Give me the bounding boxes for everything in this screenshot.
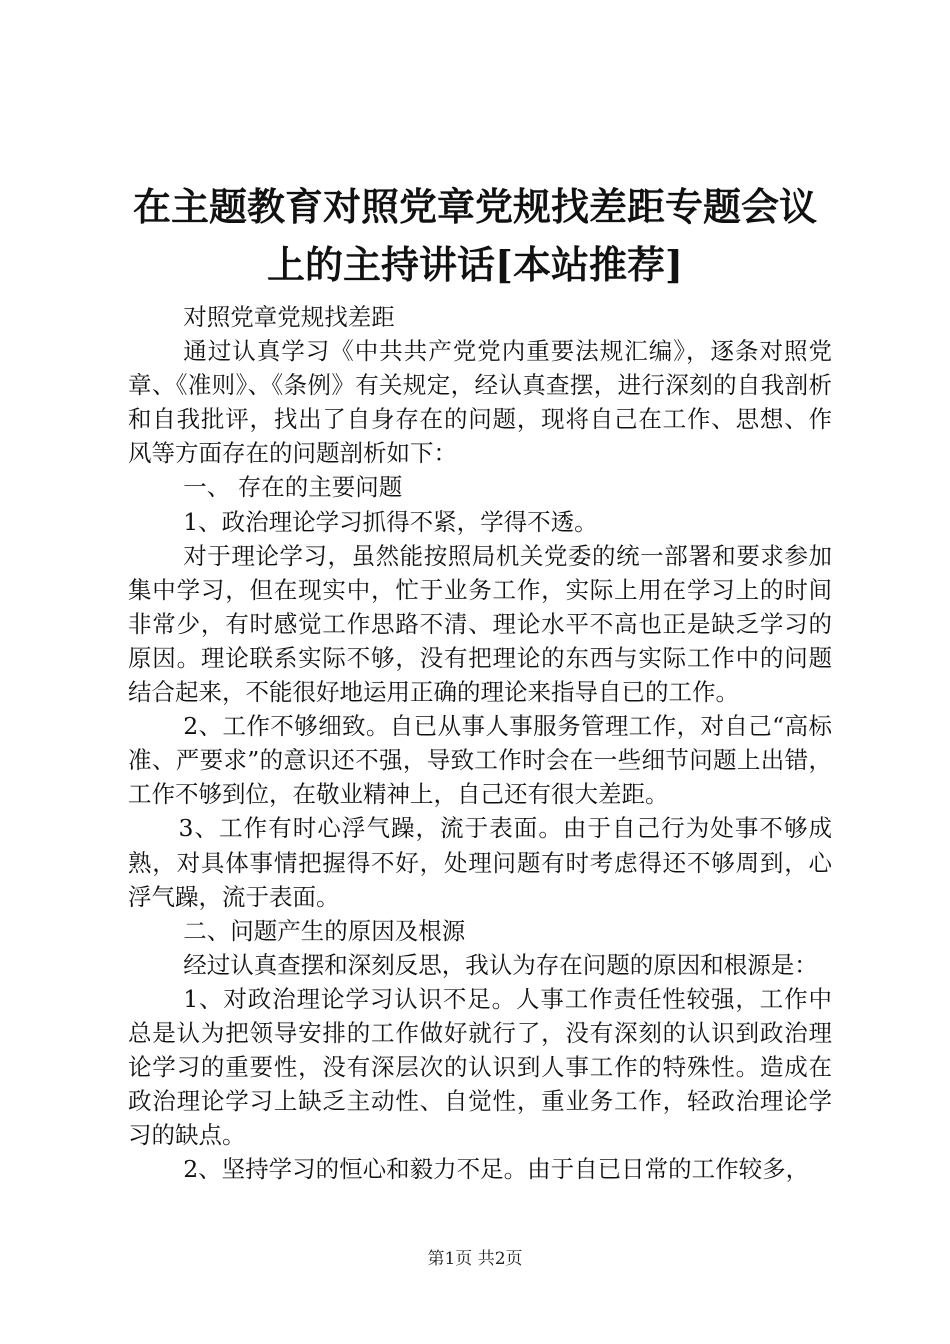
paragraph-heading-intro: 对照党章党规找差距 — [183, 303, 395, 331]
paragraph: 对于理论学习，虽然能按照局机关党委的统一部署和要求参加集中学习，但在现实中，忙于业务工作，实际上用在学习上的时间非常少，有时感觉工作思路不清、理论水平不高也正是缺乏学习的原因。理论联系实际不够，没有把理论的东西与实际工作中的问题结合起来，不能很好地运用正确的理论来指导自已的工作。 — [128, 541, 832, 707]
document-title: 在主题教育对照党章党规找差距专题会议上的主持讲话[本站推荐] — [132, 184, 817, 287]
document-body — [128, 300, 832, 1186]
paragraph: 2、工作不够细致。自已从事人事服务管理工作，对自己“高标准、严要求”的意识还不强，导致工作时会在一些细节问题上出错，工作不够到位，在敬业精神上，自己还有很大差距。 — [128, 712, 832, 809]
paragraph: 1、政治理论学习抓得不紧，学得不透。 — [183, 507, 598, 536]
paragraph: 经过认真查摆和深刻反思，我认为存在问题的原因和根源是： — [183, 950, 818, 979]
paragraph: 1、对政治理论学习认识不足。人事工作责任性较强，工作中总是认为把领导安排的工作做好就行了，没有深刻的认识到政治理论学习的重要性，没有深层次的认识到人事工作的特殊性。造成在政治理论学习上缺乏主动性、自觉性，重业务工作，轻政治理论学习的缺点。 — [128, 984, 832, 1150]
section-heading: 一、 存在的主要问题 — [183, 473, 403, 502]
paragraph: 2、坚持学习的恒心和毅力不足。由于自已日常的工作较多， — [183, 1155, 810, 1184]
paragraph: 3、工作有时心浮气躁，流于表面。由于自己行为处事不够成熟，对具体事情把握得不好，处理问题有时考虑得还不够周到，心浮气躁，流于表面。 — [128, 814, 832, 911]
section-heading: 二、问题产生的原因及根源 — [183, 916, 466, 945]
paragraph: 通过认真学习《中共共产党党内重要法规汇编》，逐条对照党章、《准则》、《条例》有关规定，经认真查摆，进行深刻的自我剖析和自我批评，找出了自身存在的问题，现将自己在工作、思想、作风等方面存在的问题剖析如下： — [128, 337, 832, 468]
page-footer: 第1页 共2页 — [427, 1249, 523, 1269]
